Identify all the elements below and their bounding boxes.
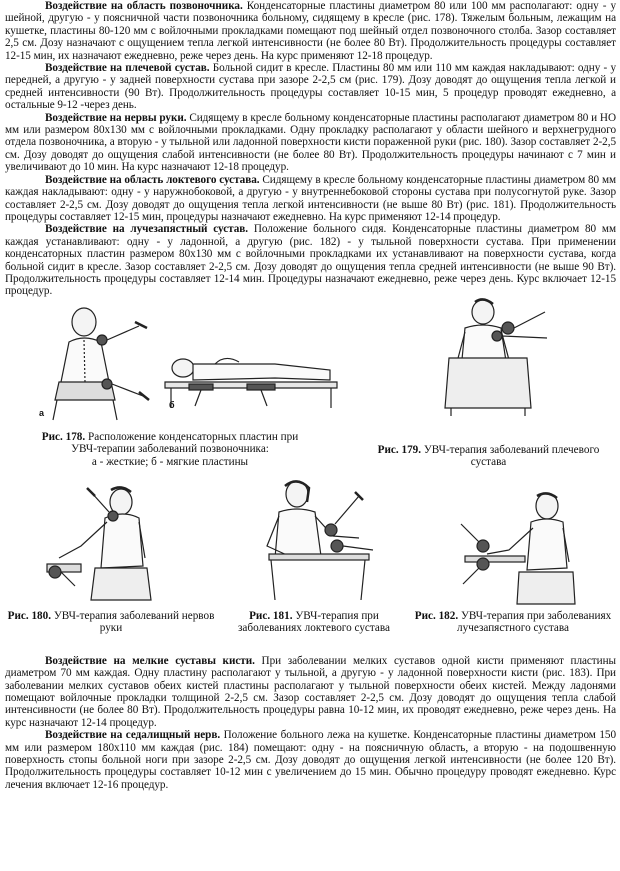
figure-182-caption-text: УВЧ-терапия при заболеваниях лучезапястного сустава (457, 609, 612, 635)
figure-178-number: Рис. 178. (41, 430, 86, 443)
paragraph-text: Конденсаторные пластины диаметром 80 или 100 мм располагают: одну - у шейной, другую - у поясничной части позвоночника больному, сидящему в кресле (рис. 178). Тяжелым больным, лежащим на кушетке, пластины 80-120 мм с войлочными прокладками помещают под шейный отдел позвоночного столба. Зазор составляет 2,5 см. Дозу назначают с ощущением тепла легкой интенсивности (не более 80 Вт). Продолжительность процедуры составляет 12-15 мин, их назначают ежедневно, реже через день. На курс применяют 12-18 процедур. (5, 0, 616, 62)
paragraph-hand-joints (5, 655, 616, 729)
paragraph-title: Воздействие на мелкие суставы кисти. (45, 654, 255, 667)
paragraph-text: Положение больного лежа на кушетке. Конденсаторные пластины диаметром 150 мм или размером 180x110 мм каждая (рис. 184) помещают: одну - на поясничную область, а вторую - на подошвенную поверхность стопы больной ноги при зазоре 2-2,5 см. Дозу доводят до ощущения легкой интенсивности (не более 120 Вт). Продолжительность процедуры составляет 10-12 мин с увеличением до 15 мин. Обычно процедуру проводят ежедневно. Курс лечения включает 12-16 процедур. (5, 729, 616, 791)
paragraph-title: Воздействие на лучезапястный сустав. (45, 223, 249, 236)
paragraph-text: Больной сидит в кресле. Пластины 80 мм или 110 мм каждая накладывают: одну - у передней, а другую - у задней поверхности сустава при зазоре 2-2,5 см (рис. 179). Дозу доводят до ощущения тепла легкой и средней интенсивности (90 Вт). Продолжительность процедуры составляет 10-15 мин, 5 процедур проводят ежедневно, а остальные 9-12 -через день. (5, 62, 616, 112)
paragraph-wrist (5, 223, 616, 297)
figure-179-illustration (435, 298, 555, 418)
paragraph-spine (5, 0, 616, 62)
figure-180-number: Рис. 180. (7, 609, 52, 622)
paragraph-text: Сидящему в кресле больному конденсаторные пластины располагают диаметром 80 и НО мм или размером 80x130 мм с войлочными прокладками. Одну прокладку располагают у области шейного и верхнегрудного отдела позвоночника, а вторую - у тыльной или ладонной поверхности кисти пораженной руки (рис. 180). Зазор составляет 2-2,5 см. Дозу доводят до ощущения слабой интенсивности (не более 80 Вт). Продолжительность процедуры начинают с 7 мин и увеличивают до 10 мин. На курс назначают 12-18 процедур. (5, 111, 616, 174)
paragraph-text: При заболевании мелких суставов одной кисти применяют пластины диаметром 70 мм каждая. Одну пластину располагают у тыльной, а другую - у ладонной поверхности кисти (рис. 183). При заболевании мелких суставов обеих кистей пластины располагают у тыльной поверхности обеих кистей. Между ладонями помещают войлочные прокладки толщиной 2-2,5 см. Зазор составляет 2-2,5 см. Дозу доводят до ощущения тепла слабой интенсивности (не более 80 Вт). Продолжительность процедуры равна 10-12 мин, их проводят ежедневно, реже через день. На курс назначают 12-14 процедур. (5, 654, 616, 729)
figures-area (5, 298, 616, 655)
paragraph-arm-nerves (5, 112, 616, 174)
figure-181-caption-text: УВЧ-терапия при заболеваниях локтевого сустава (238, 609, 390, 635)
paragraph-text: Сидящему в кресле больному конденсаторные пластины диаметром 80 мм каждая накладывают: одну - у наружнобоковой, а другую - у внутреннебоковой стороны сустава при полусогнутой руке. Зазор составляет 2-2,5 см. Дозу доводят до ощущения тепла легкой интенсивности (не выше 80 Вт) (рис. 181). Продолжительность процедуры составляет 12-15 мин, процедуры назначают ежедневно. На курс применяют 12-14 процедур. (5, 173, 617, 223)
figure-182-illustration (457, 488, 587, 606)
figure-180-illustration (35, 482, 175, 602)
figure-180-caption-text: УВЧ-терапия заболеваний нервов руки (51, 609, 215, 635)
figure-179-caption (361, 444, 616, 469)
paragraph-title: Воздействие на область позвоночника. (45, 0, 243, 12)
paragraph-sciatic-nerve (5, 729, 616, 791)
figure-179-number: Рис. 179. (377, 443, 422, 456)
figure-178-label-a: а (39, 407, 45, 418)
document-page (5, 0, 616, 791)
figure-178-caption-text: Расположение конденсаторных пластин при УВЧ-терапии заболеваний позвоночника: (71, 430, 299, 456)
figure-178b-illustration (155, 334, 345, 414)
figure-178a-illustration (39, 304, 151, 422)
text-block-bottom (5, 655, 616, 791)
figure-178-caption (41, 431, 299, 468)
figure-181-number: Рис. 181. (249, 609, 293, 622)
figure-182-caption (413, 610, 613, 635)
paragraph-title: Воздействие на нервы руки. (45, 111, 187, 124)
paragraph-title: Воздействие на область локтевого сустава. (45, 173, 260, 186)
paragraph-title: Воздействие на плечевой сустав. (45, 62, 210, 75)
figure-180-caption (7, 610, 215, 635)
figure-179-caption-text: УВЧ-терапия заболеваний плечевого сустава (421, 443, 600, 469)
text-block-top (5, 0, 616, 298)
figure-182-number: Рис. 182. (414, 609, 459, 622)
paragraph-shoulder (5, 62, 616, 112)
paragraph-elbow (5, 174, 616, 224)
figure-181-illustration (249, 476, 379, 602)
figure-181-caption (229, 610, 399, 635)
figure-178-caption-legend: а - жесткие; б - мягкие пластины (91, 455, 249, 468)
figure-178-label-b: б (169, 399, 175, 410)
paragraph-text: Положение больного сидя. Конденсаторные пластины диаметром 80 мм каждая устанавливают: одну - у ладонной, а другую (рис. 182) - у тыльной поверхности сустава. При применении конденсаторных пластин размером 80x130 мм с войлочными прокладками их устанавливают на поверхности сустава, когда больной сидит в кресле. Зазор составляет 2-2,5 см. Дозу доводят до ощущения тепла средней интенсивности (не выше 90 Вт). Продолжительность процедуры составляет 12-14 мин. Процедуры назначают ежедневно, реже через день. Курс включает 12-15 процедур. (5, 223, 616, 298)
paragraph-title: Воздействие на седалищный нерв. (45, 729, 221, 742)
